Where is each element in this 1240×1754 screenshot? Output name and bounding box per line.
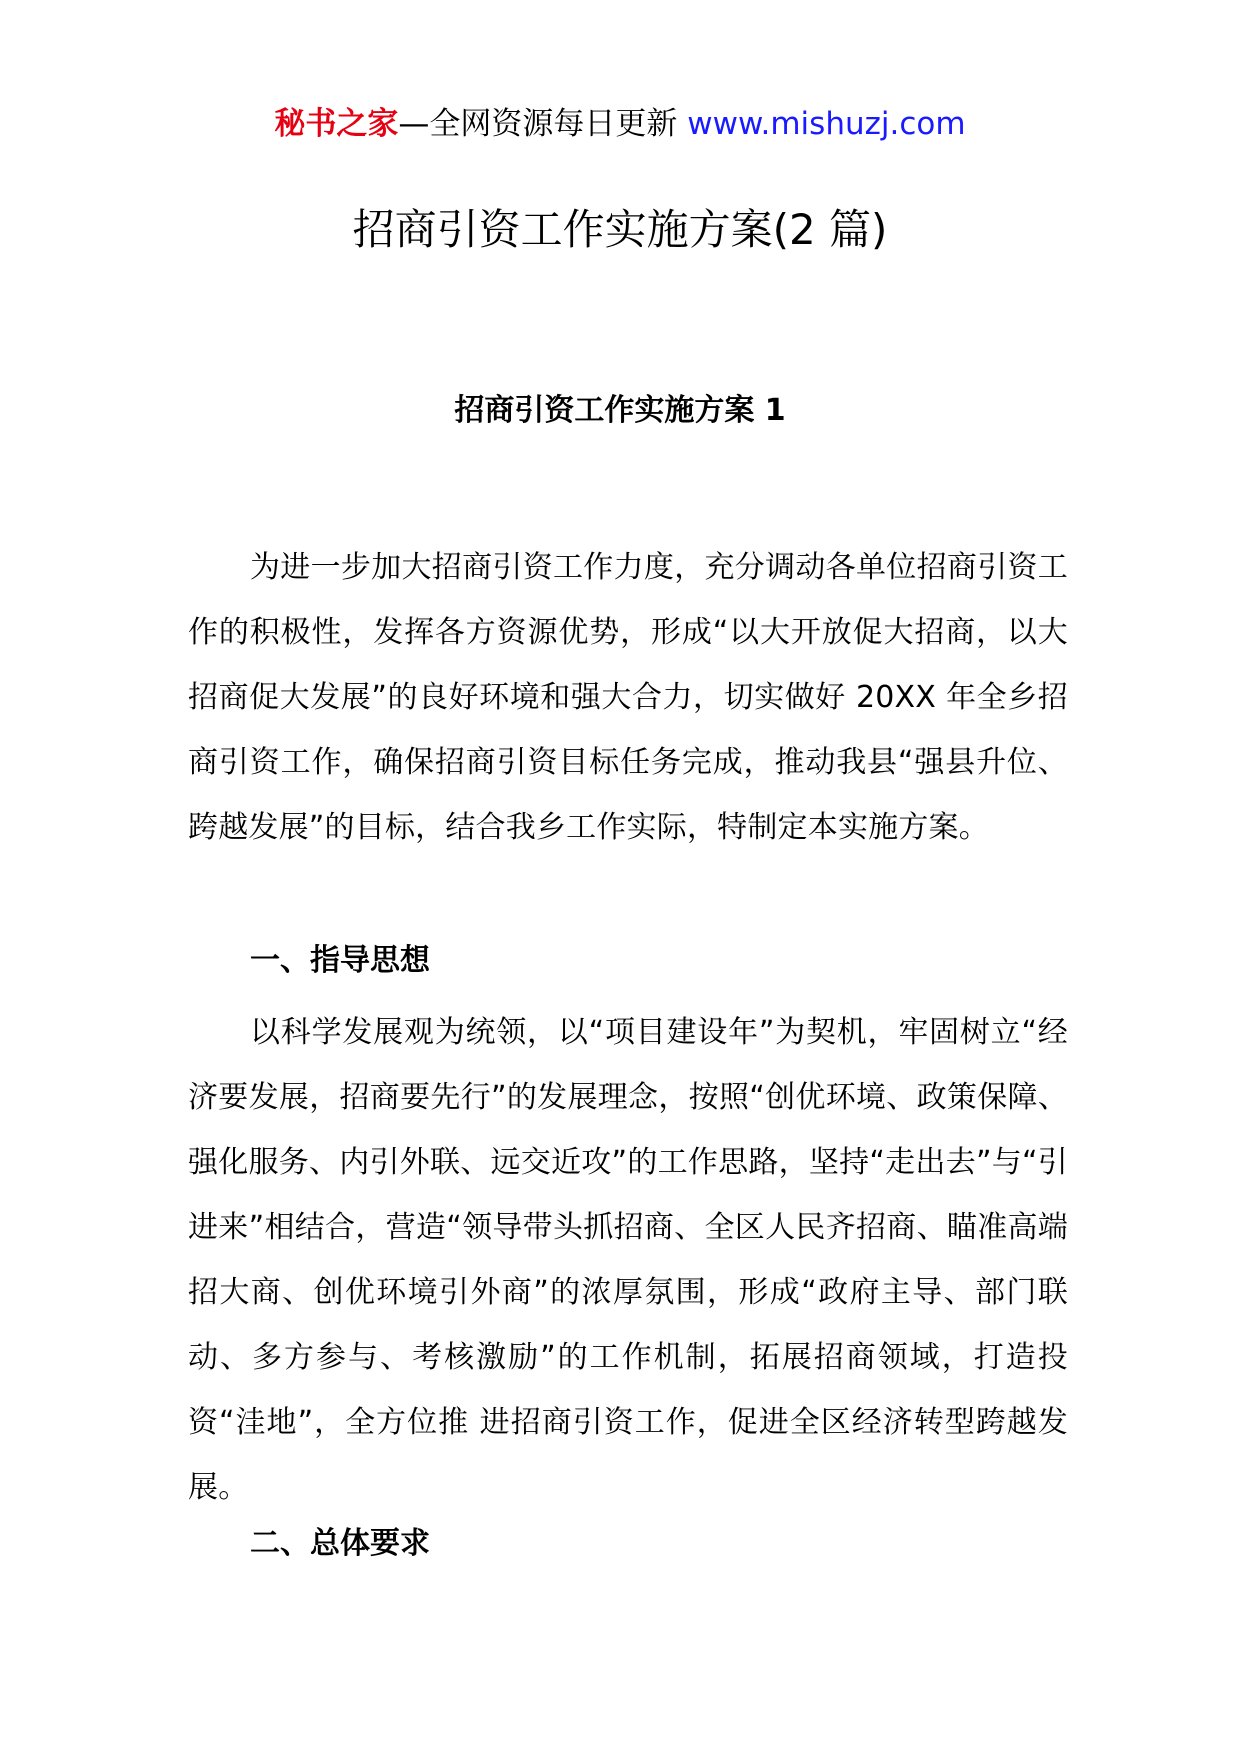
document-title: 招商引资工作实施方案(2 篇): [352, 205, 888, 254]
heading-general-requirements: 二、总体要求: [250, 1526, 430, 1561]
paragraph-intro: 为进一步加大招商引资工作力度，充分调动各单位招商引资工作的积极性，发挥各方资源优势，形成“以大开放促大招商，以大招商促大发展”的良好环境和强大合力，切实做好 20XX 年全乡招商引资工作，确保招商引资目标任务完成，推动我县“强县升位、跨越发展”的目标，结合我乡工作实际，特制定本实施方案。: [188, 550, 1068, 845]
banner-tagline: —全网资源每日更新: [398, 106, 688, 142]
section-title: 招商引资工作实施方案 1: [454, 393, 786, 428]
heading-guiding-ideology: 一、指导思想: [250, 943, 430, 978]
paragraph-guiding-ideology: 以科学发展观为统领，以“项目建设年”为契机，牢固树立“经济要发展，招商要先行”的发展理念，按照“创优环境、政策保障、强化服务、内引外联、远交近攻”的工作思路，坚持“走出去”与“引进来”相结合，营造“领导带头抓招商、全区人民齐招商、瞄准高端招大商、创优环境引外商”的浓厚氛围，形成“政府主导、部门联动、多方参与、考核激励”的工作机制，拓展招商领域，打造投资“洼地”，全方位推 进招商引资工作，促进全区经济转型跨越发展。: [188, 1015, 1068, 1505]
site-banner: [0, 103, 1240, 145]
banner-brand: 秘书之家: [274, 106, 399, 142]
banner-url-link[interactable]: www.mishuzj.com: [687, 106, 966, 142]
